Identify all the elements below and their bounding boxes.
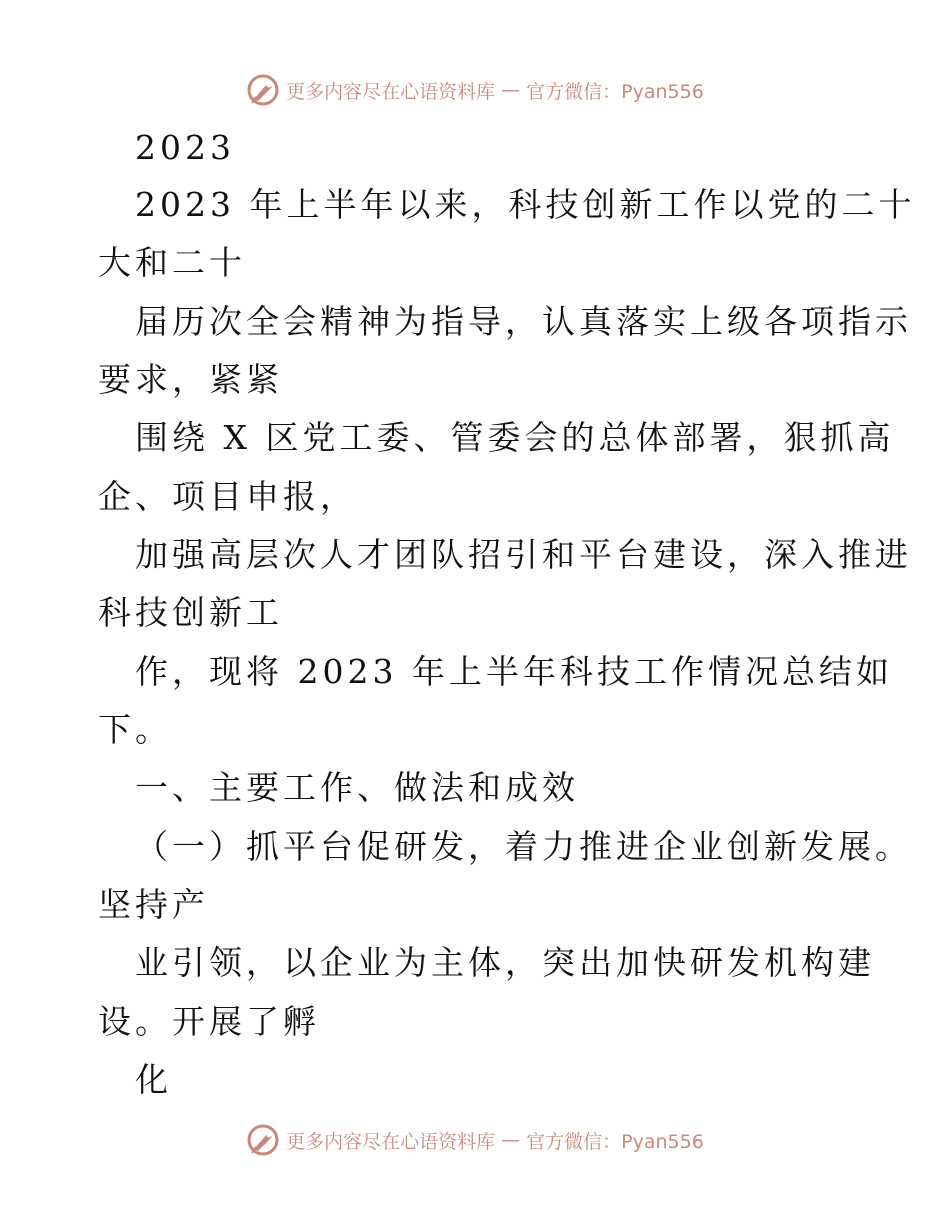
watermark-site-text: 更多内容尽在心语资料库: [286, 80, 496, 103]
watermark-dash: —: [501, 1129, 521, 1151]
section-heading: 一、主要工作、做法和成效: [135, 768, 579, 807]
document-line: 下。: [98, 710, 172, 749]
watermark-contact-text: 官方微信：Pyan556: [526, 80, 704, 103]
document-line: 坚持产: [98, 885, 209, 924]
document-line: 要求，紧紧: [98, 360, 283, 399]
document-line: 科技创新工: [98, 593, 283, 632]
footer-watermark: [0, 1120, 950, 1160]
document-line: 2023: [135, 128, 235, 167]
document-line: 企、项目申报，: [98, 477, 357, 516]
document-line: 加强高层次人才团队招引和平台建设，深入推进: [135, 535, 912, 574]
watermark-site-text: 更多内容尽在心语资料库: [286, 1130, 496, 1153]
watermark-dash: —: [501, 79, 521, 101]
pen-nib-seal-icon: [246, 73, 280, 107]
document-line: 大和二十: [98, 243, 246, 282]
watermark-contact-text: 官方微信：Pyan556: [526, 1130, 704, 1153]
header-watermark: [0, 70, 950, 110]
document-line: 作，现将 2023 年上半年科技工作情况总结如: [135, 652, 893, 691]
subsection-heading: （一）抓平台促研发，着力推进企业创新发展。: [135, 827, 912, 866]
document-line: 2023 年上半年以来，科技创新工作以党的二十: [135, 185, 916, 224]
document-line: 业引领，以企业为主体，突出加快研发机构建: [135, 943, 875, 982]
document-line: 设。开展了孵: [98, 1002, 320, 1041]
document-line: 届历次全会精神为指导，认真落实上级各项指示: [135, 302, 912, 341]
pen-nib-seal-icon: [246, 1123, 280, 1157]
document-line: 围绕 X 区党工委、管委会的总体部署，狠抓高: [135, 418, 895, 457]
document-line: 化: [135, 1060, 172, 1099]
